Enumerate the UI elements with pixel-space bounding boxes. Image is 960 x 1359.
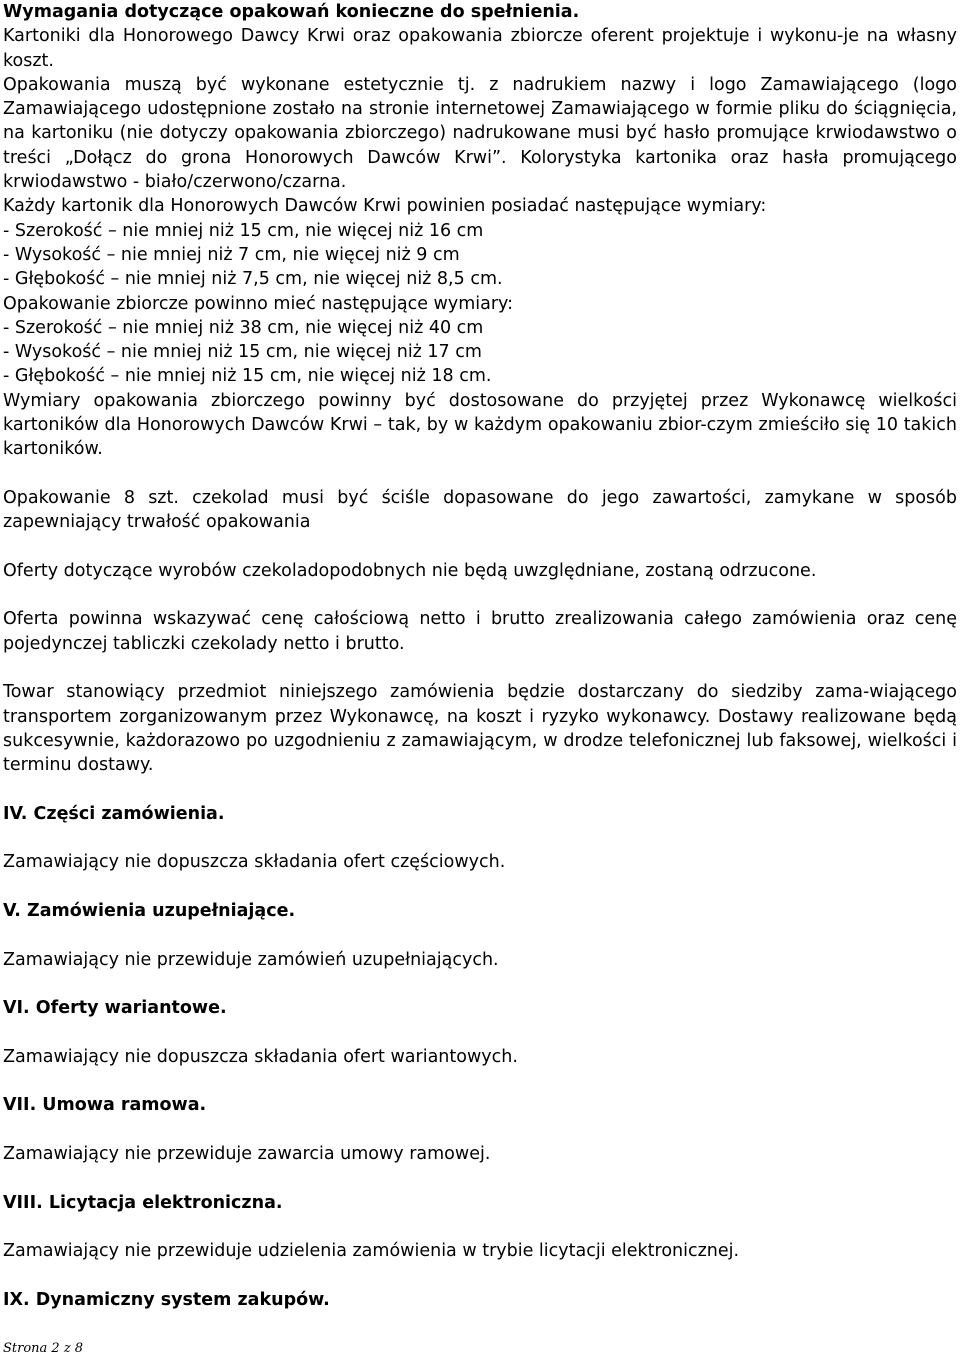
section-heading-viii: VIII. Licytacja elektroniczna. xyxy=(3,1192,283,1213)
bulk-width: - Szerokość – nie mniej niż 38 cm, nie więcej niż 40 cm xyxy=(3,317,484,338)
packaging-paragraph: Opakowanie 8 szt. czekolad musi być ściśle dopasowane do jego zawartości, zamykane w sposób zapewniający trwałość opakowania xyxy=(3,487,957,533)
rejected-offers-paragraph: Oferty dotyczące wyrobów czekoladopodobnych nie będą uwzględniane, zostaną odrzucone. xyxy=(3,560,817,581)
carton-dimensions-intro: Każdy kartonik dla Honorowych Dawców Krwi powinien posiadać następujące wymiary: xyxy=(3,196,767,217)
section-heading-ix: IX. Dynamiczny system zakupów. xyxy=(3,1289,330,1310)
section-heading-vii: VII. Umowa ramowa. xyxy=(3,1095,207,1116)
carton-depth: - Głębokość – nie mniej niż 7,5 cm, nie więcej niż 8,5 cm. xyxy=(3,269,503,290)
section-text-v: Zamawiający nie przewiduje zamówień uzupełniających. xyxy=(3,949,499,970)
bulk-dimensions-intro: Opakowanie zbiorcze powinno mieć następujące wymiary: xyxy=(3,293,514,314)
section-heading-vi: VI. Oferty wariantowe. xyxy=(3,998,227,1019)
requirements-intro: Kartoniki dla Honorowego Dawcy Krwi oraz opakowania zbiorcze oferent projektuje i wykonu-je na własny koszt. xyxy=(3,26,957,71)
carton-width: - Szerokość – nie mniej niż 15 cm, nie więcej niż 16 cm xyxy=(3,220,484,241)
price-paragraph: Oferta powinna wskazywać cenę całościową netto i brutto zrealizowania całego zamówienia oraz cenę pojedynczej tabliczki czekolady netto i brutto. xyxy=(3,609,957,654)
bulk-depth: - Głębokość – nie mniej niż 15 cm, nie więcej niż 18 cm. xyxy=(3,366,492,387)
requirements-heading: Wymagania dotyczące opakowań konieczne do spełnienia. xyxy=(3,2,580,22)
delivery-paragraph: Towar stanowiący przedmiot niniejszego zamówienia będzie dostarczany do siedziby zama-wiającego transportem zorganizowanym przez Wykonawcę, na koszt i ryzyko wykonawcy. Dostawy realizowane będą sukcesywnie, każdorazowo po uzgodnieniu z zamawiającym, w drodze telefonicznej lub faksowej, wielkości i terminu dostawy. xyxy=(3,682,957,776)
carton-height: - Wysokość – nie mniej niż 7 cm, nie więcej niż 9 cm xyxy=(3,244,460,265)
section-text-viii: Zamawiający nie przewiduje udzielenia zamówienia w trybie licytacji elektronicznej. xyxy=(3,1241,740,1262)
section-heading-iv: IV. Części zamówienia. xyxy=(3,803,225,824)
bulk-fit-paragraph: Wymiary opakowania zbiorczego powinny być dostosowane do przyjętej przez Wykonawcę wielkości kartoników dla Honorowych Dawców Krwi – tak, by w każdym opakowaniu zbior-czym zmieściło się 10 takich kartoników. xyxy=(3,390,957,460)
bulk-height: - Wysokość – nie mniej niż 15 cm, nie więcej niż 17 cm xyxy=(3,342,482,363)
document-page xyxy=(3,0,957,1312)
section-text-vii: Zamawiający nie przewiduje zawarcia umowy ramowej. xyxy=(3,1143,491,1164)
section-heading-v: V. Zamówienia uzupełniające. xyxy=(3,900,296,921)
page-number-footer: Strona 2 z 8 xyxy=(3,1341,84,1356)
section-text-vi: Zamawiający nie dopuszcza składania ofert wariantowych. xyxy=(3,1046,518,1067)
section-text-iv: Zamawiający nie dopuszcza składania ofert częściowych. xyxy=(3,852,506,873)
requirements-aesthetic: Opakowania muszą być wykonane estetycznie tj. z nadrukiem nazwy i logo Zamawiającego (logo Zamawiającego udostępnione zostało na stronie internetowej Zamawiającego w formie pliku do ściągnięcia, na kartoniku (nie dotyczy opakowania zbiorczego) nadrukowane musi być hasło promujące krwiodawstwo o treści „Dołącz do grona Honorowych Dawców Krwi”. Kolorystyka kartonika oraz hasła promującego krwiodawstwo - biało/czerwono/czarna. xyxy=(3,74,957,193)
